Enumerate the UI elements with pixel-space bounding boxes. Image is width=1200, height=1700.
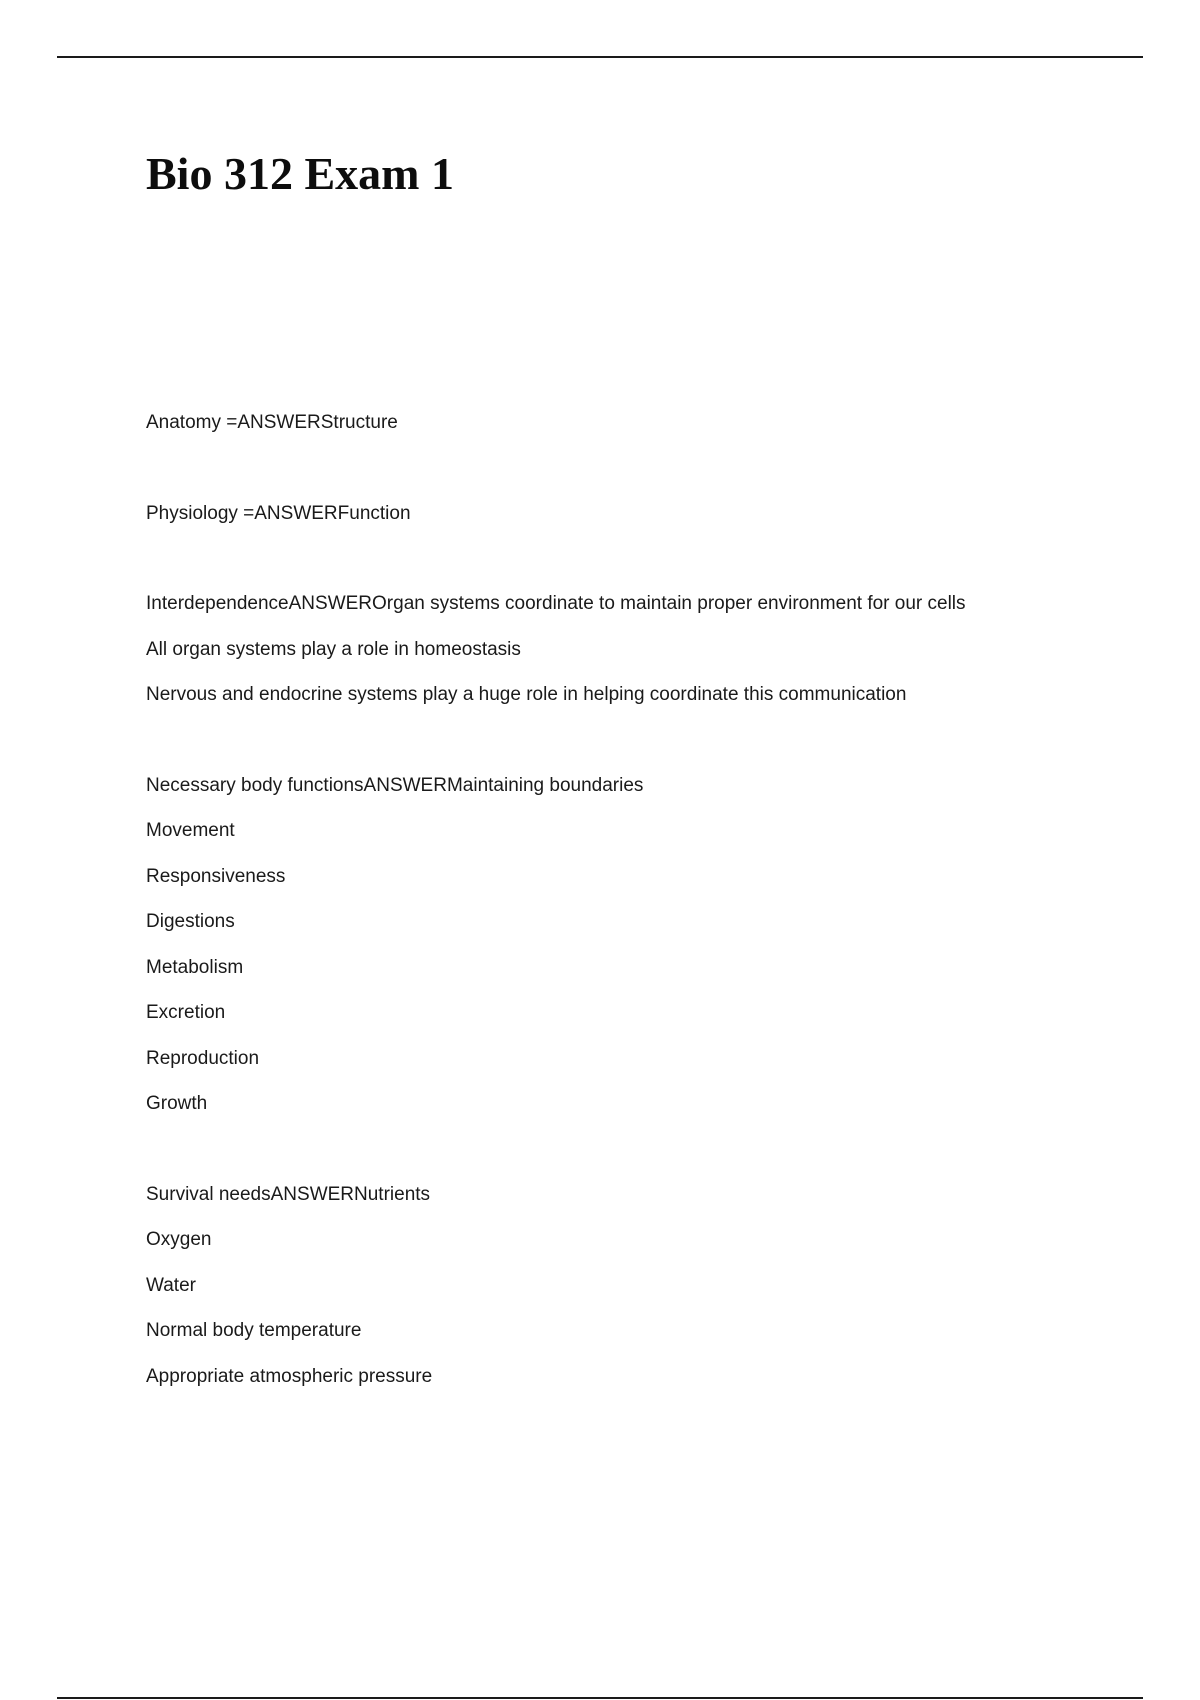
qa-line: Physiology =ANSWERFunction	[146, 502, 411, 524]
page-title: Bio 312 Exam 1	[146, 148, 454, 199]
document-body	[146, 410, 1126, 1409]
qa-line: InterdependenceANSWEROrgan systems coordinate to maintain proper environment for our cells	[146, 593, 966, 614]
qa-line: Excretion	[146, 1002, 226, 1023]
qa-line: All organ systems play a role in homeostasis	[146, 638, 521, 660]
qa-line: Digestions	[146, 911, 235, 932]
qa-line: Growth	[146, 1093, 208, 1114]
qa-line: Water	[146, 1274, 196, 1296]
qa-line: Metabolism	[146, 956, 244, 978]
qa-item-anatomy	[146, 410, 1126, 456]
qa-line: Necessary body functionsANSWERMaintaining boundaries	[146, 774, 644, 796]
qa-line: Responsiveness	[146, 865, 286, 887]
qa-line: Normal body temperature	[146, 1320, 362, 1341]
qa-line: Anatomy =ANSWERStructure	[146, 412, 398, 433]
qa-line: Movement	[146, 820, 235, 841]
qa-line: Survival needsANSWERNutrients	[146, 1183, 431, 1205]
qa-item-physiology	[146, 501, 1126, 547]
qa-item-survival-needs	[146, 1182, 1126, 1410]
header-rule	[57, 56, 1143, 58]
qa-line: Appropriate atmospheric pressure	[146, 1365, 433, 1387]
footer-rule	[57, 1697, 1143, 1699]
qa-line: Oxygen	[146, 1229, 212, 1250]
qa-item-interdependence	[146, 591, 1126, 728]
qa-item-body-functions	[146, 773, 1126, 1137]
qa-line: Reproduction	[146, 1047, 260, 1069]
qa-line: Nervous and endocrine systems play a huge role in helping coordinate this communication	[146, 684, 907, 705]
